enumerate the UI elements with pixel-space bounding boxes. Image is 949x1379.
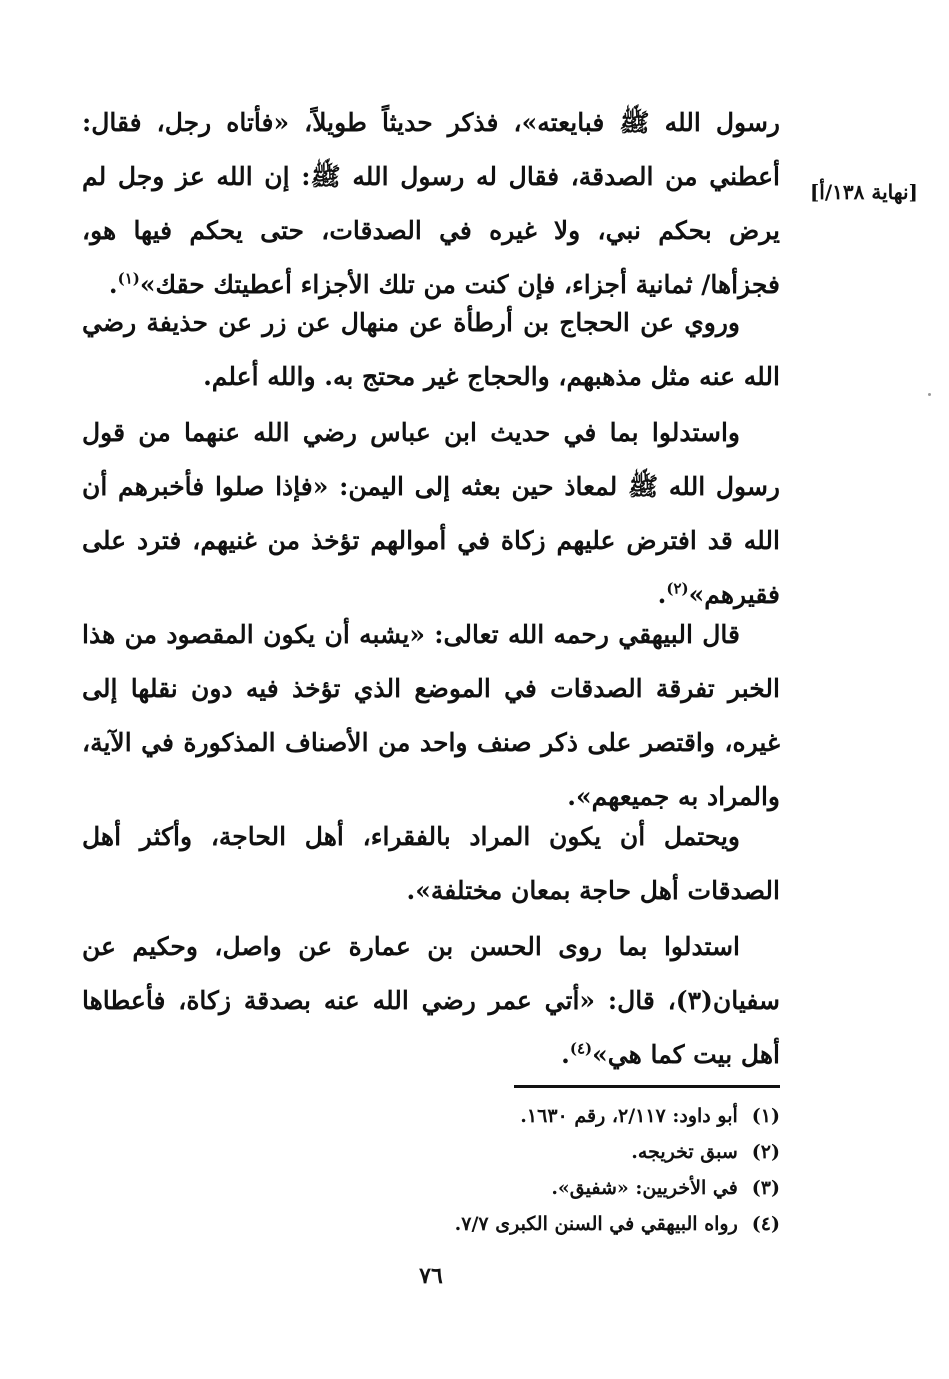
footnotes	[300, 1098, 780, 1242]
paragraph-text: وروي عن الحجاج بن أرطأة عن منهال عن زر عن حذيفة رضي الله عنه مثل مذهبهم، والحجاج غير محتج به. والله أعلم.	[82, 308, 780, 391]
footnote-4	[300, 1206, 780, 1242]
footnote-ref: (٤)	[569, 1039, 593, 1058]
paragraph-text: رسول الله ﷺ فبايعته»، فذكر حديثاً طويلاً، «فأتاه رجل، فقال: أعطني من الصدقة، فقال له رسول الله ﷺ: إن الله عز وجل لم يرض بحكم نبي، ولا غيره في الصدقات، حتى يحكم فيها هو، فجزأها/ ثمانية أجزاء، فإن كنت من تلك الأجزاء أعطيتك حقك»	[82, 108, 780, 299]
page-number: ٧٦	[419, 1263, 443, 1289]
paragraph-5	[82, 810, 780, 918]
paragraph-1	[82, 96, 780, 312]
paragraph-text: قال البيهقي رحمه الله تعالى: «يشبه أن يكون المقصود من هذا الخبر تفرقة الصدقات في الموضع الذي تؤخذ فيه دون نقلها إلى غيره، واقتصر على ذكر صنف واحد من الأصناف المذكورة في الآية، والمراد به جميعهم».	[82, 620, 780, 811]
footnote-number: (٢)	[751, 1141, 780, 1163]
paragraph-text: واستدلوا بما في حديث ابن عباس رضي الله عنهما من قول رسول الله ﷺ لمعاذ حين بعثه إلى اليمن: «فإذا صلوا فأخبرهم أن الله قد افترض عليهم زكاة في أموالهم تؤخذ من غنيهم، فترد على فقيرهم»	[82, 418, 780, 609]
footnote-text: سبق تخريجه.	[631, 1141, 738, 1163]
footnote-number: (١)	[751, 1105, 780, 1127]
footnote-ref: (٢)	[666, 579, 689, 598]
footnote-1	[300, 1098, 780, 1134]
paragraph-tail: .	[561, 1040, 570, 1069]
paragraph-tail: .	[108, 270, 118, 299]
paragraph-2	[82, 296, 780, 404]
footnote-2	[300, 1134, 780, 1170]
footnote-3	[300, 1170, 780, 1206]
paragraph-4	[82, 608, 780, 824]
margin-note: [نهاية ١٣٨/أ]	[809, 180, 918, 204]
paragraph-text: ويحتمل أن يكون المراد بالفقراء، أهل الحاجة، وأكثر أهل الصدقات أهل حاجة بمعان مختلفة».	[82, 822, 780, 905]
footnote-number: (٣)	[751, 1177, 780, 1199]
footnote-text: في الأخريين: «شفيق».	[551, 1177, 738, 1199]
paragraph-text: استدلوا بما روى الحسن بن عمارة عن واصل، وحكيم عن سفيان(٣)، قال: «أتي عمر رضي الله عنه بصدقة زكاة، فأعطاها أهل بيت كما هي»	[82, 932, 780, 1069]
paragraph-6	[82, 920, 780, 1082]
scan-speck	[928, 393, 931, 396]
footnote-text: أبو داود: ٢/١١٧، رقم ١٦٣٠.	[520, 1105, 738, 1127]
paragraph-tail: .	[657, 580, 667, 609]
footnote-text: رواه البيهقي في السنن الكبرى ٧/٧.	[454, 1213, 738, 1235]
footnote-ref: (١)	[117, 269, 140, 288]
paragraph-3	[82, 406, 780, 622]
footnote-number: (٤)	[751, 1213, 780, 1235]
footnote-separator	[514, 1085, 780, 1088]
